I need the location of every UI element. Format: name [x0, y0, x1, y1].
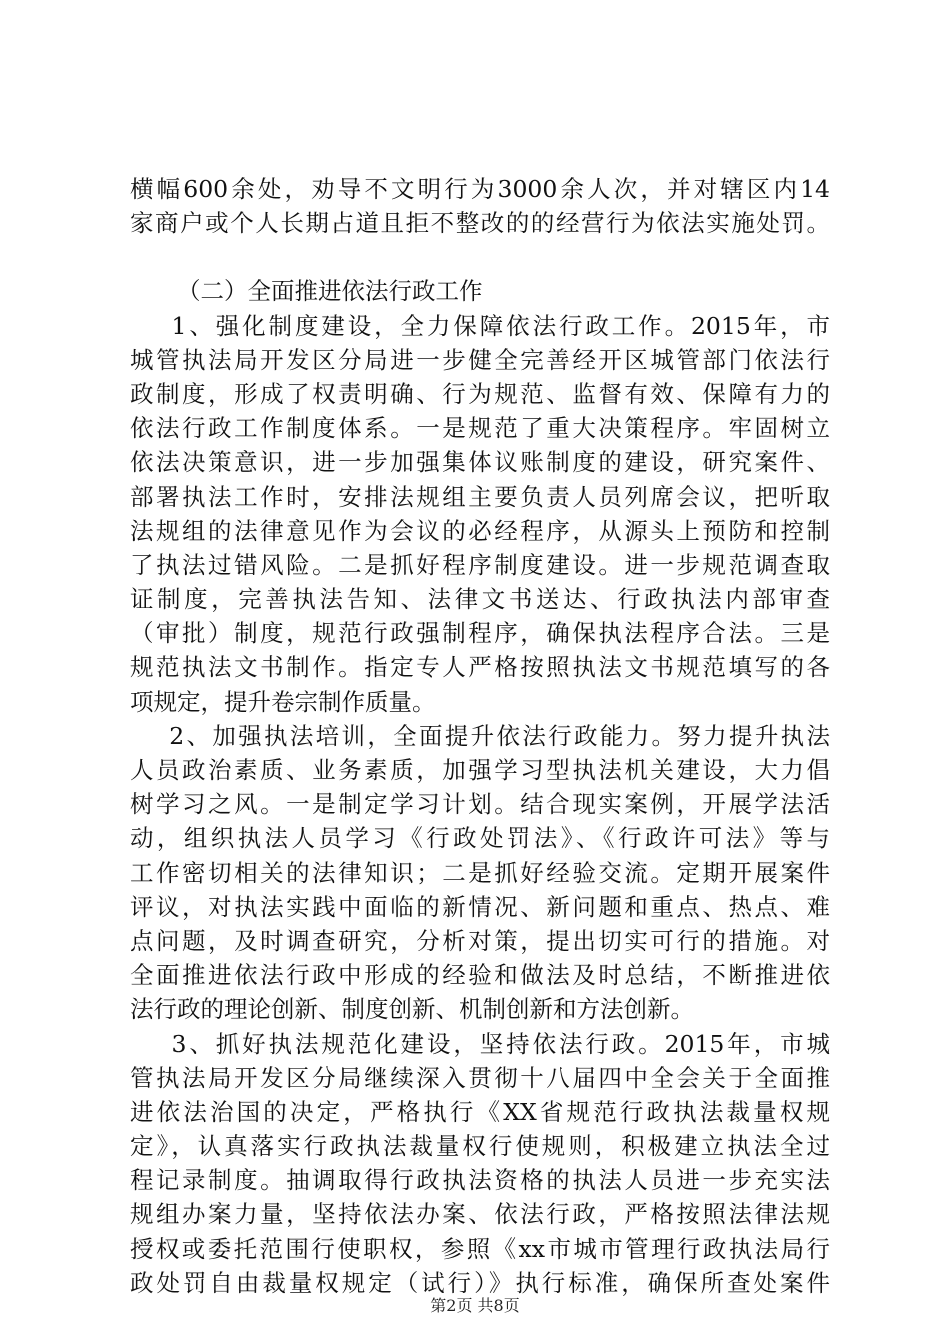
text-line: 全面推进依法行政中形成的经验和做法及时总结，不断推进依 [130, 961, 830, 990]
page-footer: 第2页 共8页 [430, 1296, 520, 1315]
text-line: 规组办案力量，坚持依法办案、依法行政，严格按照法律法规 [130, 1200, 830, 1229]
section-heading: （二）全面推进依法行政工作 [177, 277, 483, 306]
text-line: 定》，认真落实行政执法裁量权行使规则，积极建立执法全过 [130, 1132, 830, 1161]
text-line: （审批）制度，规范行政强制程序，确保执法程序合法。三是 [130, 619, 830, 648]
document-body [130, 172, 830, 1300]
text-line: 人员政治素质、业务素质，加强学习型执法机关建设，大力倡 [130, 756, 830, 784]
text-line: 证制度，完善执法告知、法律文书送达、行政执法内部审查 [130, 585, 830, 614]
text-line: 家商户或个人长期占道且拒不整改的的经营行为依法实施处罚。 [130, 209, 830, 238]
section-content [130, 309, 830, 1300]
text-line: 法行政的理论创新、制度创新、机制创新和方法创新。 [130, 995, 694, 1024]
text-line: 部署执法工作时，安排法规组主要负责人员列席会议，把听取 [130, 482, 830, 511]
paragraph-gap [130, 240, 830, 274]
text-line: 2、加强执法培训，全面提升依法行政能力。努力提升执法 [130, 721, 830, 750]
text-line: 政制度，形成了权责明确、行为规范、监督有效、保障有力的 [130, 379, 830, 408]
text-line: 横幅600余处，劝导不文明行为3000余人次，并对辖区内14 [130, 175, 830, 203]
text-line: 程记录制度。抽调取得行政执法资格的执法人员进一步充实法 [130, 1166, 830, 1195]
text-line: 动，组织执法人员学习《行政处罚法》、《行政许可法》等与 [130, 824, 830, 853]
text-line: 规范执法文书制作。指定专人严格按照执法文书规范填写的各 [130, 653, 830, 682]
text-line: 授权或委托范围行使职权，参照《xx市城市管理行政执法局行 [130, 1234, 830, 1263]
text-line: 了执法过错风险。二是抓好程序制度建设。进一步规范调查取 [130, 550, 830, 579]
text-line: 评议，对执法实践中面临的新情况、新问题和重点、热点、难 [130, 892, 830, 921]
text-line: 城管执法局开发区分局进一步健全完善经开区城管部门依法行 [130, 345, 830, 374]
text-line: 项规定，提升卷宗制作质量。 [130, 687, 436, 716]
text-line: 法规组的法律意见作为会议的必经程序，从源头上预防和控制 [130, 516, 830, 545]
text-line: 工作密切相关的法律知识；二是抓好经验交流。定期开展案件 [130, 858, 830, 887]
text-line: 依法决策意识，进一步加强集体议账制度的建设，研究案件、 [130, 448, 830, 477]
text-line: 3、抓好执法规范化建设，坚持依法行政。2015年，市城 [130, 1029, 830, 1058]
text-line: 进依法治国的决定，严格执行《XX省规范行政执法裁量权规 [130, 1097, 830, 1126]
text-line: 依法行政工作制度体系。一是规范了重大决策程序。牢固树立 [130, 414, 830, 443]
text-line: 点问题，及时调查研究，分析对策，提出切实可行的措施。对 [130, 926, 830, 955]
text-line: 管执法局开发区分局继续深入贯彻十八届四中全会关于全面推 [130, 1063, 830, 1092]
text-line: 1、强化制度建设，全力保障依法行政工作。2015年，市 [130, 311, 830, 340]
text-line: 政处罚自由裁量权规定（试行）》执行标准，确保所查处案件 [130, 1268, 830, 1297]
text-line: 树学习之风。一是制定学习计划。结合现实案例，开展学法活 [130, 790, 830, 819]
